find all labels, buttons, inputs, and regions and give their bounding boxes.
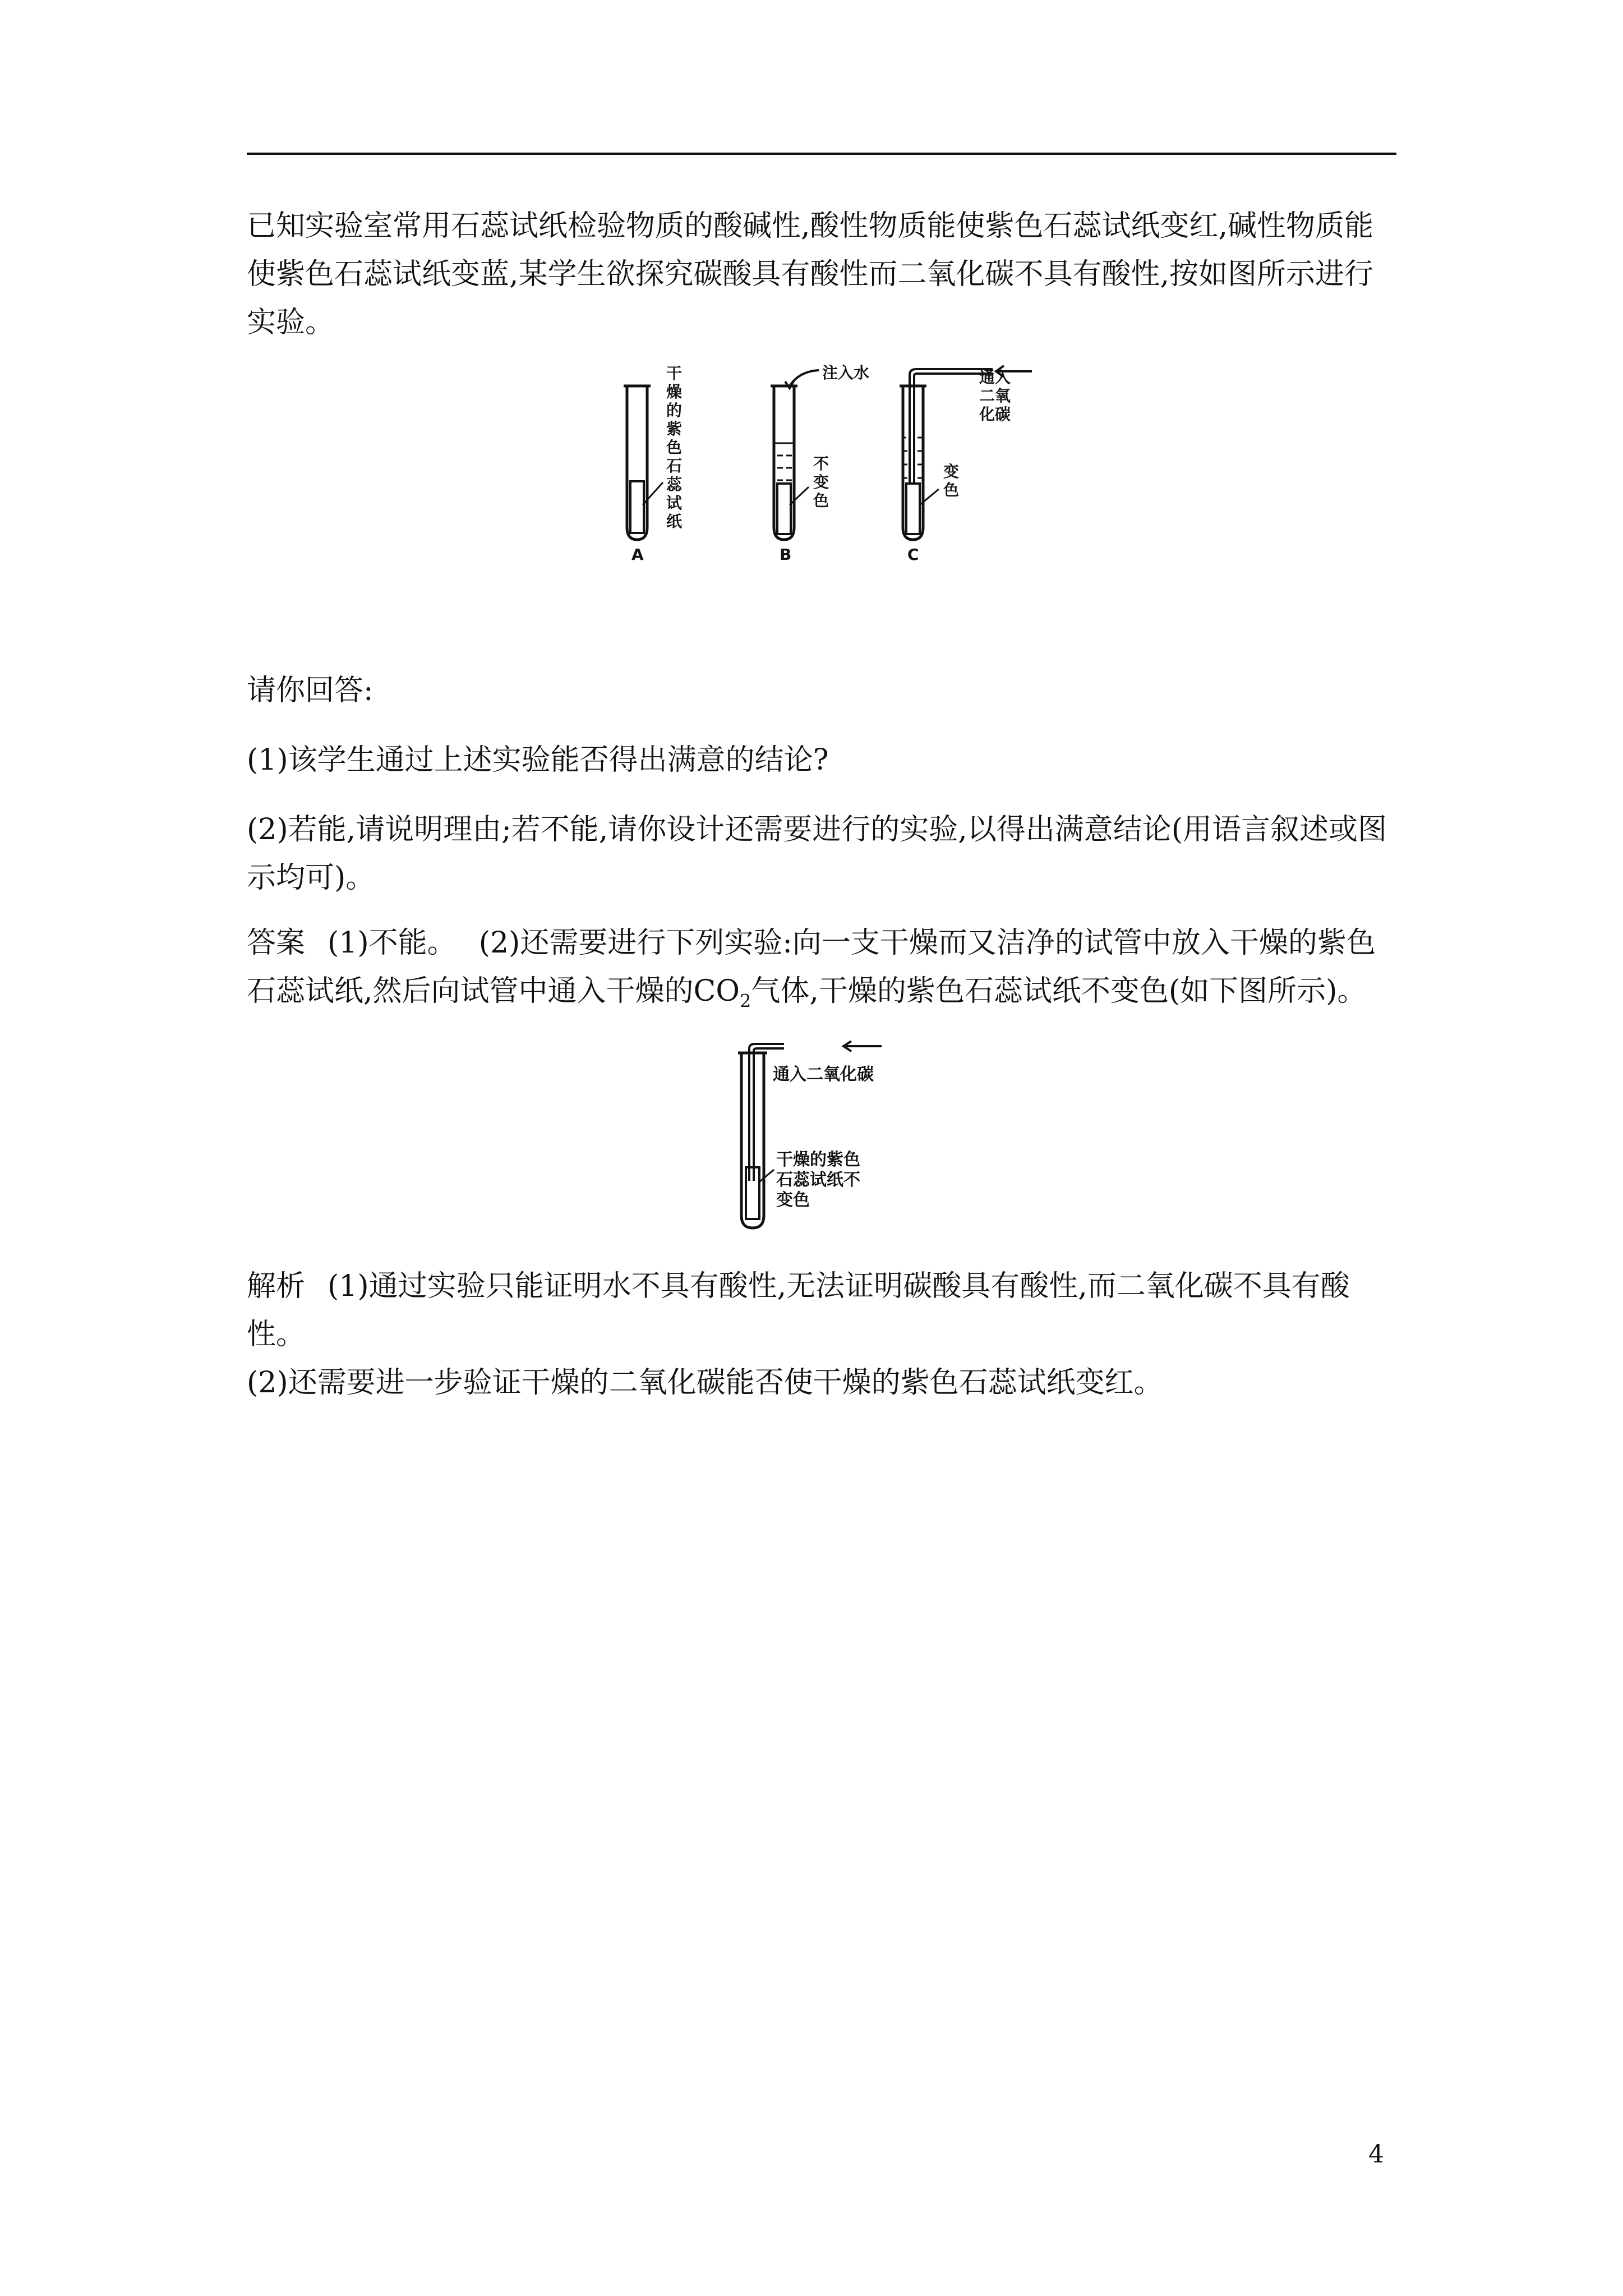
tube-a [624,364,683,564]
svg-text:变: 变 [943,462,960,481]
svg-text:不: 不 [813,454,829,473]
page-number: 4 [1368,2140,1384,2169]
svg-text:色: 色 [943,481,960,499]
analysis-label: 解析 [247,1269,306,1303]
svg-text:试: 试 [666,494,683,512]
co2-formula: $CO_2$ [693,974,751,1012]
tube-c [900,366,1032,564]
svg-text:干: 干 [666,364,683,383]
answer-label: 答案 [247,926,306,960]
svg-text:色: 色 [666,438,683,457]
header-rule [247,153,1396,155]
svg-text:干燥的紫色: 干燥的紫色 [776,1150,860,1170]
water-inlet-arrow [790,370,819,386]
svg-text:变色: 变色 [776,1190,810,1210]
svg-text:石蕊试纸不: 石蕊试纸不 [776,1170,860,1190]
prompt-text: 请你回答: [247,674,374,707]
tube-b-label: B [780,545,792,564]
figure-test-tubes-svg [611,359,1038,567]
litmus-paper-a [630,481,644,533]
figure-co2-tube-svg [735,1041,948,1237]
svg-text:蕊: 蕊 [666,475,683,494]
intro-paragraph: 已知实验室常用石蕊试纸检验物质的酸碱性,酸性物质能使紫色石蕊试纸变红,碱性物质能使紫色石蕊试纸变蓝,某学生欲探究碳酸具有酸性而二氧化碳不具有酸性,按如图所示进行实验。 [247,209,1374,339]
tube-a-label: A [631,545,644,564]
inject-water-label: 注入水 [822,364,870,382]
tube-b [771,364,869,564]
svg-text:通入: 通入 [979,368,1011,386]
tube-c-label: C [907,545,919,564]
svg-text:的: 的 [666,401,683,420]
svg-text:变: 变 [813,473,829,491]
analysis-paragraph: 解析 (1)通过实验只能证明水不具有酸性,无法证明碳酸具有酸性,而二氧化碳不具有酸性。 (2)还需要进一步验证干燥的二氧化碳能否使干燥的紫色石蕊试纸变红。 [247,1269,1350,1400]
svg-text:紫: 紫 [666,420,683,438]
svg-text:燥: 燥 [666,383,683,401]
svg-text:化碳: 化碳 [979,405,1011,424]
inlet-co2-label: 通入二氧化碳 [773,1065,874,1084]
litmus-paper-b [777,484,791,534]
svg-text:二氧: 二氧 [979,386,1011,405]
figure-test-tubes [611,359,1038,569]
question-1: (1)该学生通过上述实验能否得出满意的结论? [247,743,829,777]
figure-co2-tube [735,1041,948,1239]
svg-text:色: 色 [813,491,829,510]
svg-text:石: 石 [666,457,683,475]
answer-paragraph: 答案 (1)不能。 (2)还需要进行下列实验:向一支干燥而又洁净的试管中放入干燥的紫色石蕊试纸,然后向试管中通入干燥的$CO_2$气体,干燥的紫色石蕊试纸不变色(如下图所示)。 [247,926,1376,1012]
svg-text:纸: 纸 [666,512,683,531]
question-2: (2)若能,请说明理由;若不能,请你设计还需要进行的实验,以得出满意结论(用语言叙述或图示均可)。 [247,813,1387,895]
litmus-paper-c [906,484,920,534]
